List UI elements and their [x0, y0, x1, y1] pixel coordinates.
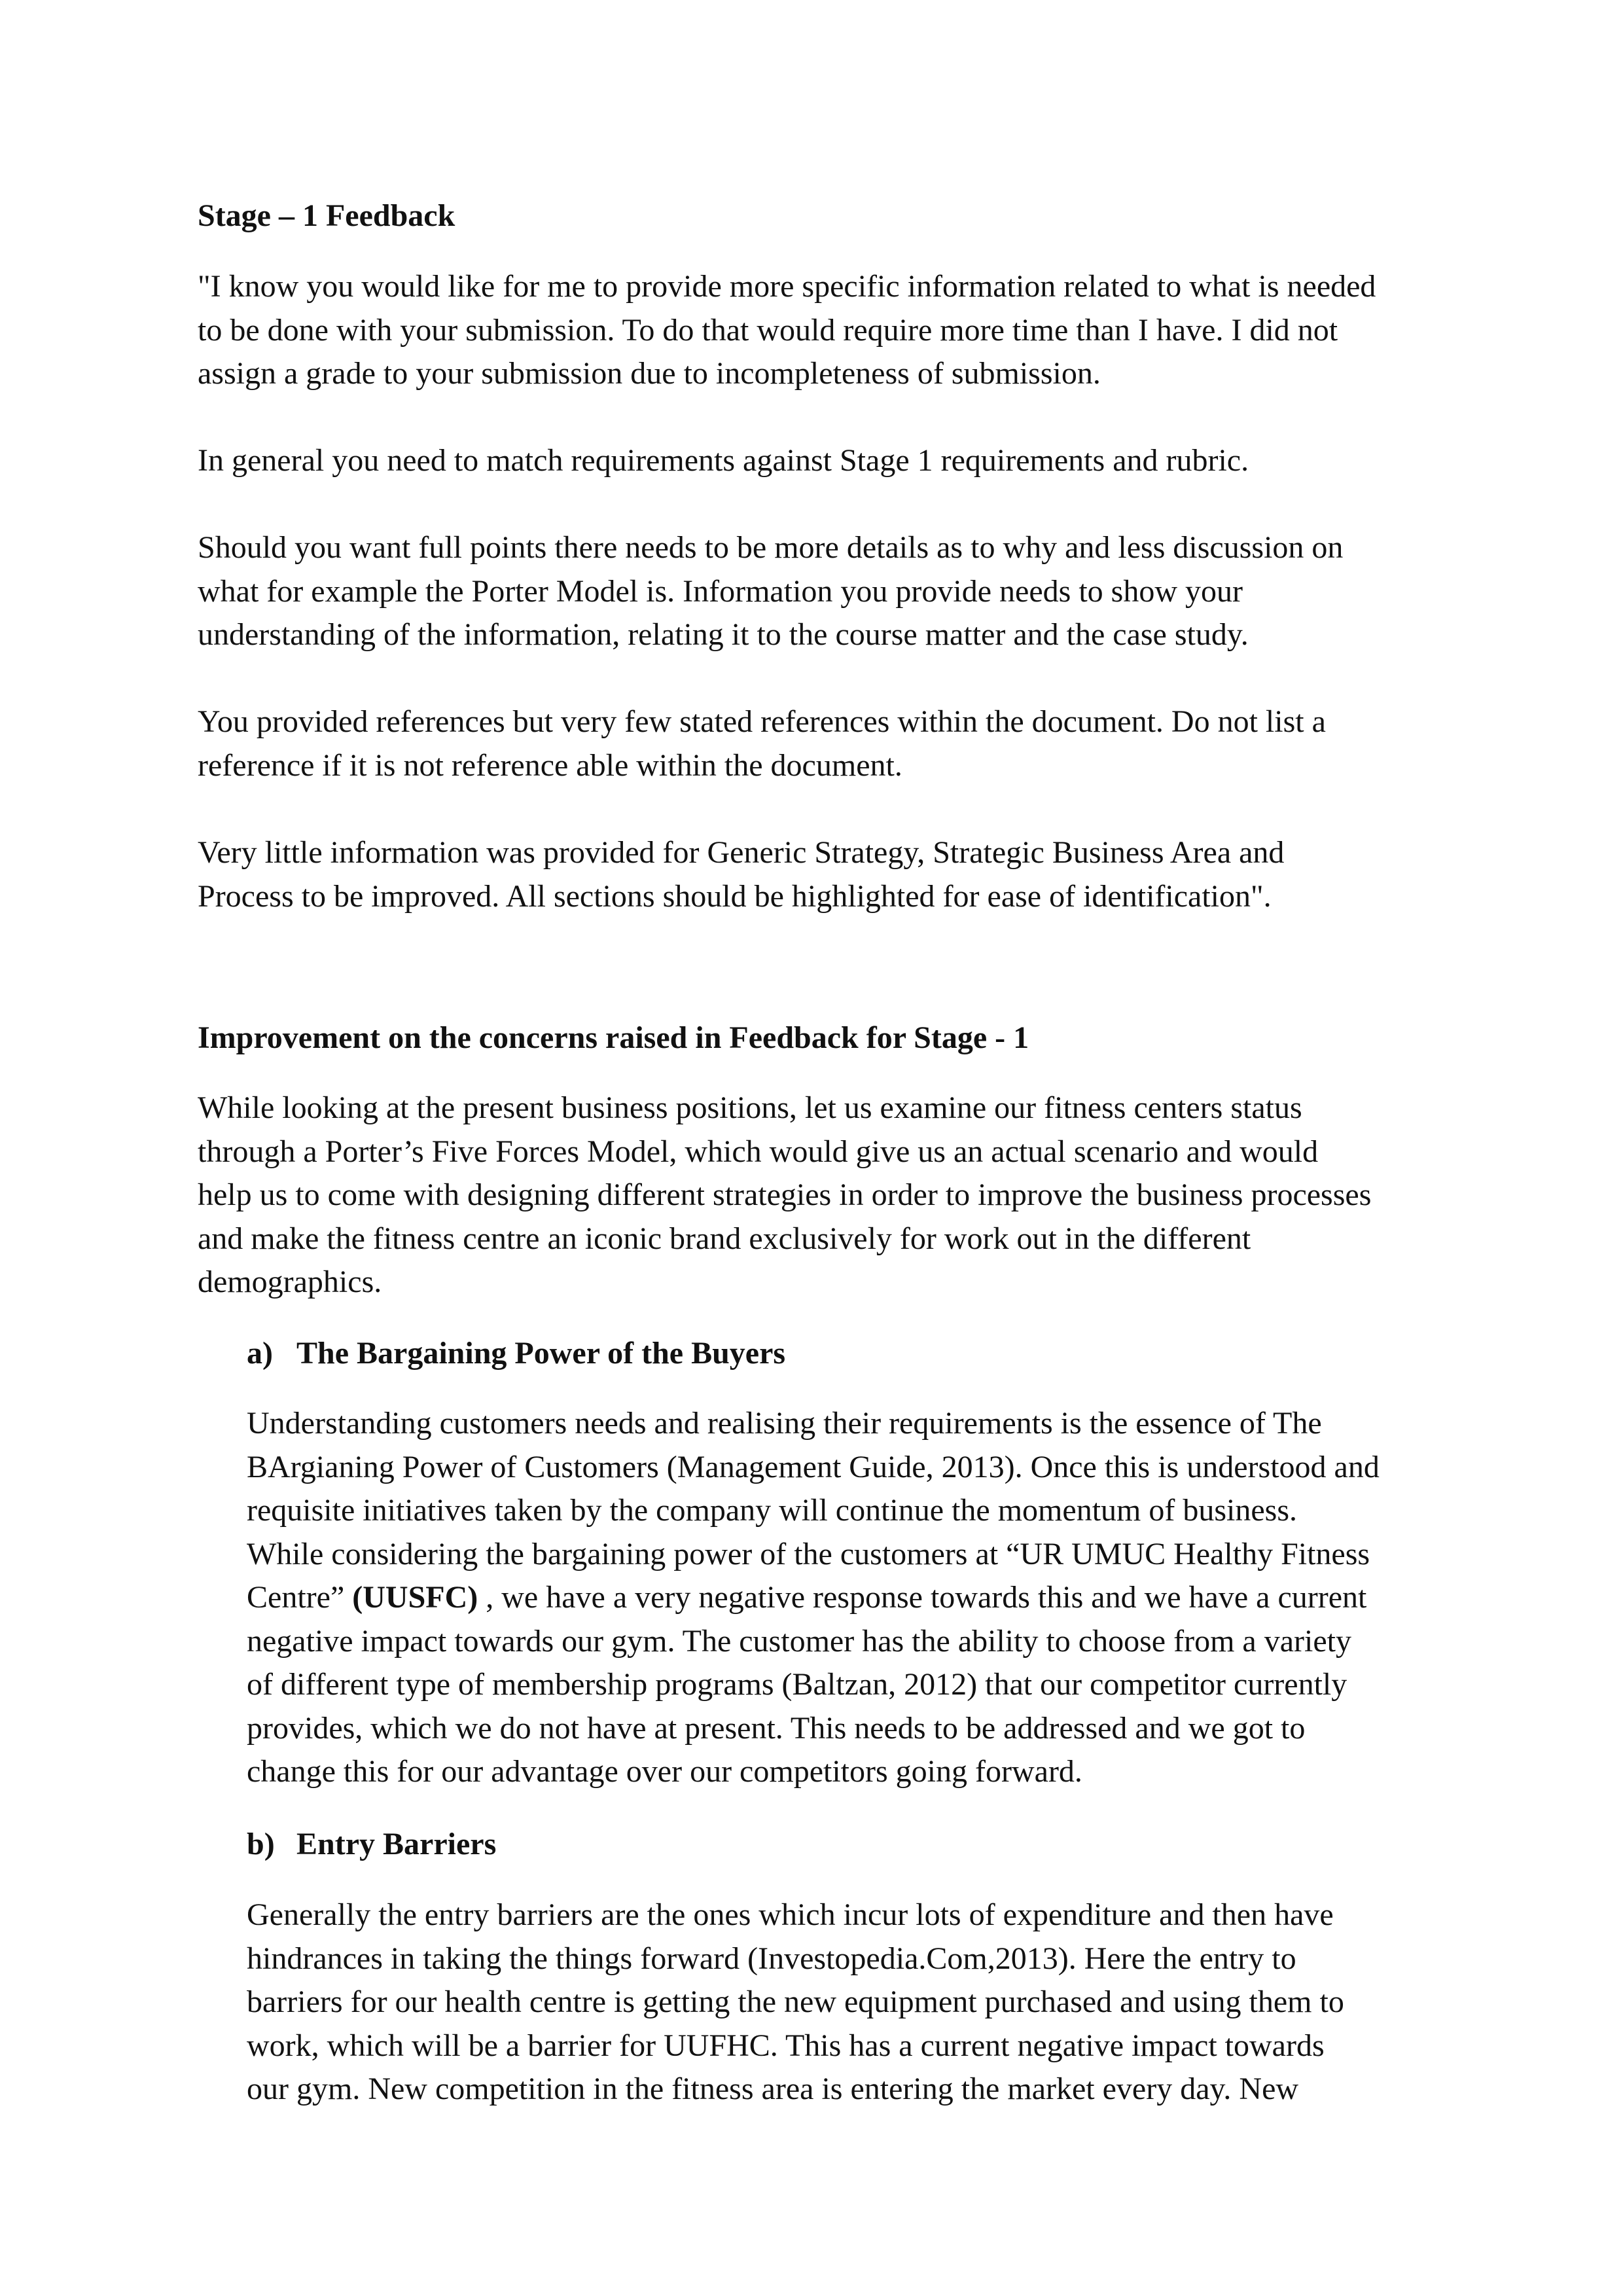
list-marker: b) — [247, 1827, 275, 1861]
text-line: Very little information was provided for Generic Strategy, Strategic Business Area and — [198, 835, 1285, 870]
text-line: Process to be improved. All sections should be highlighted for ease of identification". — [198, 878, 1272, 914]
text-line: to be done with your submission. To do that would require more time than I have. I did not — [198, 312, 1338, 348]
text-line: demographics. — [198, 1265, 382, 1299]
text-line: understanding of the information, relating it to the course matter and the case study. — [198, 617, 1249, 652]
text-line: Should you want full points there needs to be more details as to why and less discussion on — [198, 530, 1344, 565]
text-line: what for example the Porter Model is. Information you provide needs to show your — [198, 573, 1243, 609]
feedback-paragraph-5 — [198, 831, 1441, 918]
text-line: help us to come with designing different strategies in order to improve the business processes — [198, 1177, 1372, 1212]
feedback-paragraph-2 — [198, 439, 1441, 483]
text-line: While considering the bargaining power of the customers at “UR UMUC Healthy Fitness — [247, 1536, 1370, 1571]
feedback-paragraph-3 — [198, 526, 1441, 657]
text-run: Centre” — [247, 1580, 353, 1615]
text-line: our gym. New competition in the fitness area is entering the market every day. New — [247, 2072, 1299, 2106]
stage1-feedback-title: Stage – 1 Feedback — [198, 198, 455, 233]
text-line: While looking at the present business positions, let us examine our fitness centers status — [198, 1090, 1302, 1125]
text-line: change this for our advantage over our competitors going forward. — [247, 1754, 1082, 1789]
text-run: , we have a very negative response towards this and we have a current — [478, 1580, 1367, 1615]
text-line: and make the fitness centre an iconic brand exclusively for work out in the different — [198, 1221, 1251, 1256]
text-line: through a Porter’s Five Forces Model, which would give us an actual scenario and would — [198, 1134, 1319, 1169]
feedback-paragraph-1 — [198, 265, 1441, 396]
section-heading-text: The Bargaining Power of the Buyers — [296, 1336, 786, 1371]
text-line: negative impact towards our gym. The customer has the ability to choose from a variety — [247, 1623, 1351, 1659]
intro-paragraph — [198, 1086, 1441, 1304]
list-marker: a) — [247, 1336, 273, 1371]
abbreviation-bold: (UUSFC) — [352, 1580, 478, 1615]
text-line: You provided references but very few stated references within the document. Do not list a — [198, 704, 1326, 739]
section-b-heading — [247, 1823, 496, 1867]
section-a-paragraph — [247, 1402, 1444, 1794]
text-line: In general you need to match requirements against Stage 1 requirements and rubric. — [198, 443, 1249, 478]
text-line: requisite initiatives taken by the company will continue the momentum of business. — [247, 1493, 1298, 1528]
section-heading-text: Entry Barriers — [296, 1827, 497, 1861]
text-line: BArgianing Power of Customers (Management Guide, 2013). Once this is understood and — [247, 1449, 1380, 1484]
feedback-paragraph-4 — [198, 700, 1441, 787]
text-line: assign a grade to your submission due to incompleteness of submission. — [198, 356, 1101, 391]
text-line: of different type of membership programs (Baltzan, 2012) that our competitor currently — [247, 1667, 1347, 1702]
text-line: "I know you would like for me to provide more specific information related to what is needed — [198, 269, 1376, 304]
text-line: work, which will be a barrier for UUFHC. This has a current negative impact towards — [247, 2028, 1325, 2063]
text-line: barriers for our health centre is getting the new equipment purchased and using them to — [247, 1984, 1344, 2019]
text-line — [247, 1576, 1444, 1620]
text-line: hindrances in taking the things forward (Investopedia.Com,2013). Here the entry to — [247, 1941, 1296, 1976]
text-line: Understanding customers needs and realising their requirements is the essence of The — [247, 1406, 1322, 1441]
section-b-paragraph — [247, 1893, 1444, 2111]
text-line: Generally the entry barriers are the ones which incur lots of expenditure and then have — [247, 1897, 1334, 1932]
text-line: provides, which we do not have at present. This needs to be addressed and we got to — [247, 1710, 1306, 1746]
section-a-heading — [247, 1332, 785, 1376]
text-line: reference if it is not reference able within the document. — [198, 747, 902, 783]
improvement-title: Improvement on the concerns raised in Feedback for Stage - 1 — [198, 1020, 1029, 1055]
